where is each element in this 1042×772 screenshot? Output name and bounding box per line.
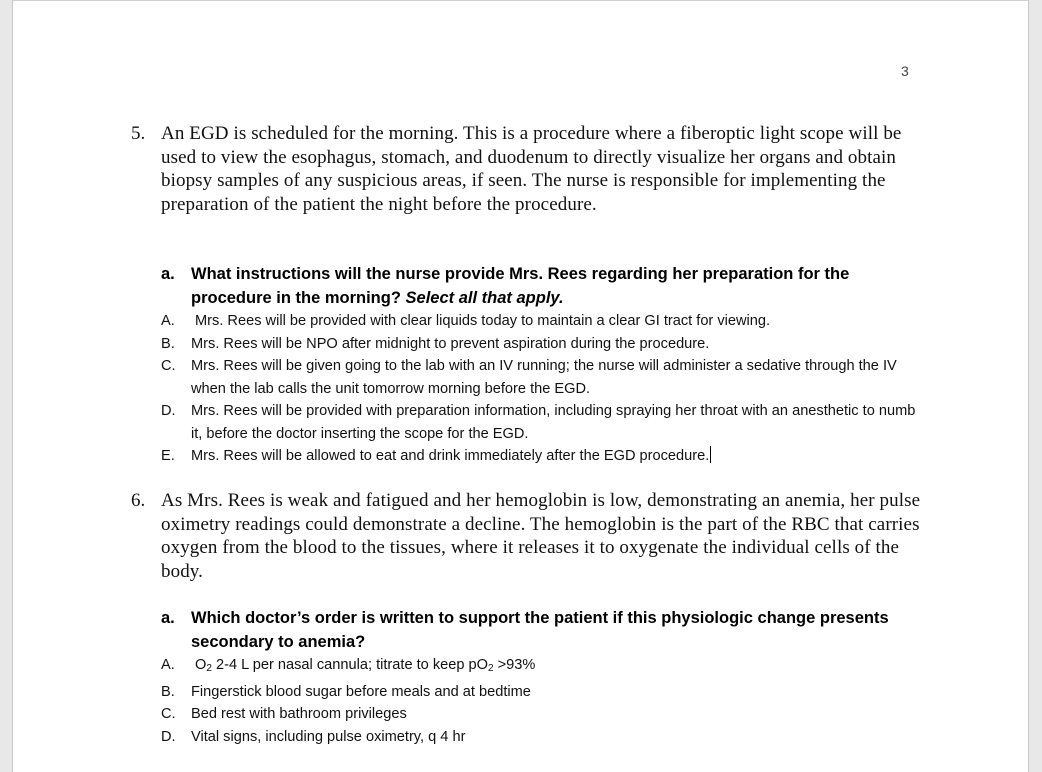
option-d[interactable] <box>161 726 921 749</box>
option-text: Vital signs, including pulse oximetry, q 4 hr <box>191 728 466 745</box>
sub-question-prompt: What instructions will the nurse provide Mrs. Rees regarding her preparation for the procedure in the morning? <box>191 265 850 307</box>
sub-question-label: a. <box>161 609 175 627</box>
question-5-options <box>161 310 921 468</box>
subscript: 2 <box>488 663 494 674</box>
subscript: 2 <box>206 663 212 674</box>
option-letter: C. <box>161 358 176 374</box>
question-5 <box>131 122 921 216</box>
option-letter: A. <box>161 657 175 673</box>
sub-question-emphasis: Select all that apply. <box>405 289 564 307</box>
question-6-options <box>161 654 921 748</box>
option-letter: D. <box>161 728 176 745</box>
option-text: Mrs. Rees will be given going to the lab with an IV running; the nurse will administer a sedative through the IV when the lab calls the unit tomorrow morning before the EGD. <box>191 358 897 397</box>
option-text-post: >93% <box>493 657 536 673</box>
option-text: Mrs. Rees will be NPO after midnight to prevent aspiration during the procedure. <box>191 335 710 352</box>
option-text: Mrs. Rees will be provided with preparation information, including spraying her throat with an anesthetic to numb it, before the doctor inserting the scope for the EGD. <box>191 403 916 442</box>
question-5-part-a <box>161 262 911 310</box>
option-letter: A. <box>161 313 175 329</box>
text-cursor <box>710 446 711 463</box>
sub-question-text[interactable]: Which doctor’s order is written to support the patient if this physiologic change presents secondary to anemia? <box>191 609 889 651</box>
question-6-part-a <box>161 606 911 654</box>
option-b[interactable] <box>161 681 921 704</box>
option-d[interactable] <box>161 400 921 445</box>
option-text-mid: 2-4 L per nasal cannula; titrate to keep pO <box>211 657 489 673</box>
option-text: Mrs. Rees will be provided with clear liquids today to maintain a clear GI tract for viewing. <box>195 313 771 329</box>
question-text[interactable]: An EGD is scheduled for the morning. This is a procedure where a fiberoptic light scope will be used to view the esophagus, stomach, and duodenum to directly visualize her organs and obtain biopsy samples of any suspicious areas, if seen. The nurse is responsible for implementing the preparation of the patient the night before the procedure. <box>161 123 902 215</box>
option-letter: D. <box>161 403 176 419</box>
option-text: Fingerstick blood sugar before meals and at bedtime <box>191 683 531 700</box>
option-letter: B. <box>161 335 175 352</box>
option-c[interactable] <box>161 703 921 726</box>
page-number: 3 <box>901 63 909 79</box>
option-e[interactable] <box>161 445 921 468</box>
option-letter: E. <box>161 448 175 464</box>
option-text-pre: O <box>195 657 207 673</box>
document-page[interactable] <box>12 0 1029 772</box>
option-c[interactable] <box>161 355 921 400</box>
question-6 <box>131 489 921 583</box>
sub-question-text[interactable] <box>191 262 911 310</box>
option-letter: B. <box>161 683 175 700</box>
question-number: 5. <box>131 123 146 144</box>
option-b[interactable] <box>161 333 921 356</box>
option-text-content: Mrs. Rees will be allowed to eat and drink immediately after the EGD procedure. <box>191 448 710 464</box>
option-text: Bed rest with bathroom privileges <box>191 706 407 722</box>
question-number: 6. <box>131 490 146 511</box>
question-text[interactable]: As Mrs. Rees is weak and fatigued and her hemoglobin is low, demonstrating an anemia, her pulse oximetry readings could demonstrate a decline. The hemoglobin is the part of the RBC that carries oxygen from the blood to the tissues, where it releases it to oxygenate the individual cells of the body. <box>161 490 921 582</box>
option-a[interactable] <box>161 654 921 681</box>
sub-question-label: a. <box>161 265 175 283</box>
option-letter: C. <box>161 706 176 722</box>
option-text <box>191 445 921 468</box>
option-a[interactable] <box>161 310 921 333</box>
option-text <box>195 654 921 681</box>
